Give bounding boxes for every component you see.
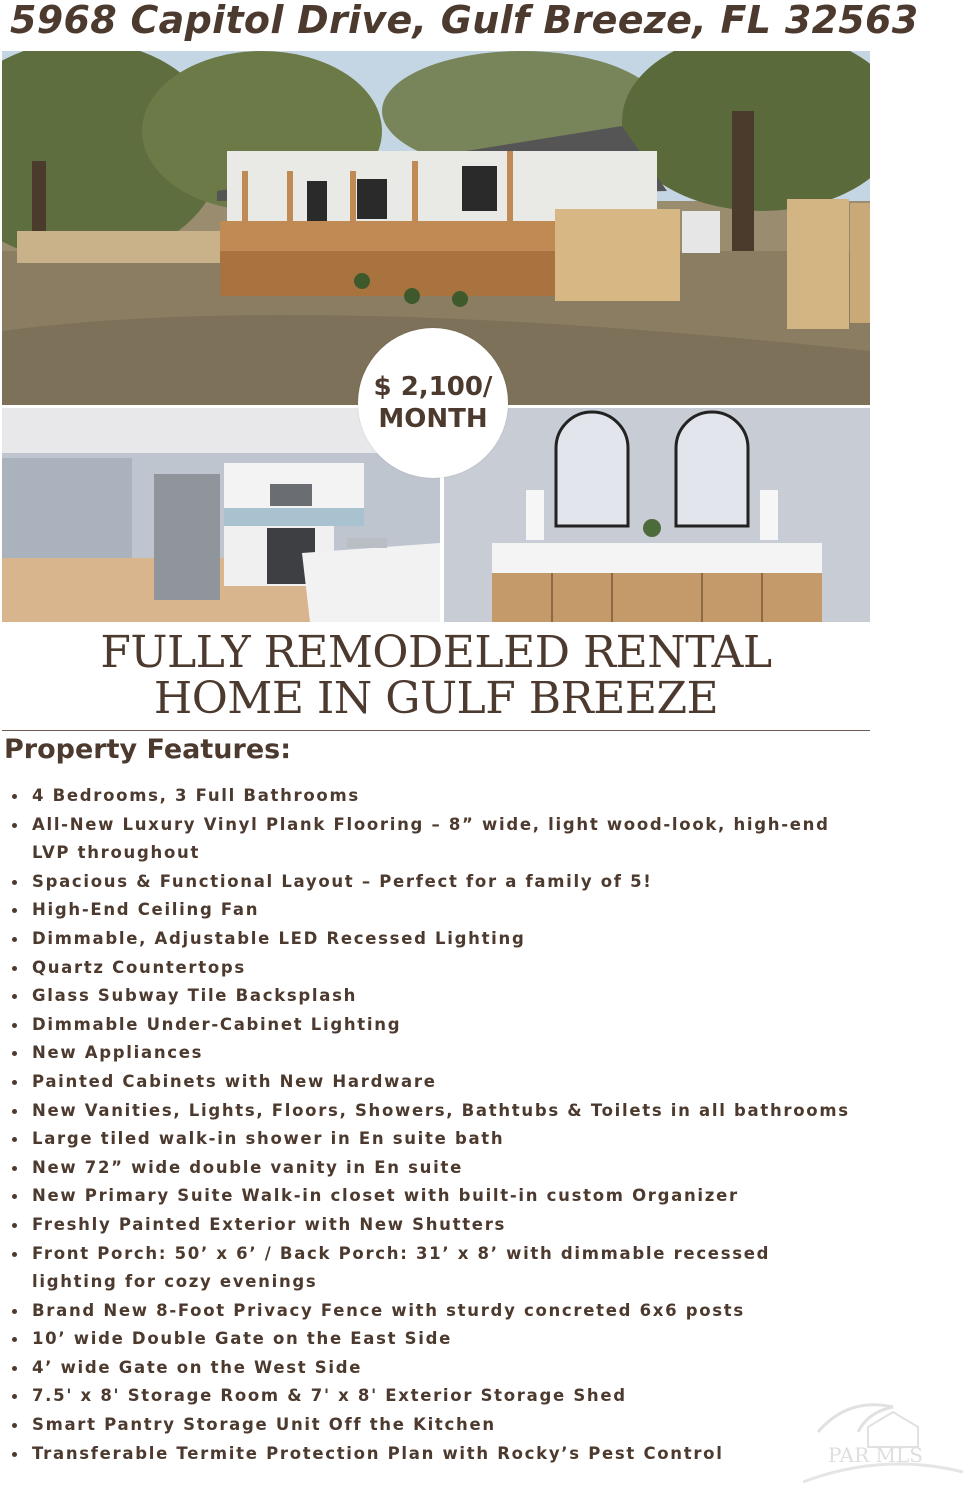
feature-item: Freshly Painted Exterior with New Shutters [8,1211,858,1240]
features-list [8,782,858,1468]
feature-item: Glass Subway Tile Backsplash [8,982,858,1011]
section-divider [2,730,870,731]
feature-item: 10’ wide Double Gate on the East Side [8,1325,858,1354]
feature-item: Front Porch: 50’ x 6’ / Back Porch: 31’ x 8’ with dimmable recessed lighting for cozy evenings [8,1240,858,1297]
feature-item: Large tiled walk-in shower in En suite bath [8,1125,858,1154]
feature-item: Quartz Countertops [8,954,858,983]
watermark-text: PAR MLS [828,1443,923,1467]
feature-item: All-New Luxury Vinyl Plank Flooring – 8” wide, light wood-look, high-end LVP throughout [8,811,858,868]
listing-headline [2,627,870,724]
feature-item: 4 Bedrooms, 3 Full Bathrooms [8,782,858,811]
feature-item: Painted Cabinets with New Hardware [8,1068,858,1097]
price-badge [358,328,508,478]
price-period: MONTH [378,404,488,434]
feature-item: New Vanities, Lights, Floors, Showers, Bathtubs & Toilets in all bathrooms [8,1097,858,1126]
feature-item: 7.5' x 8' Storage Room & 7' x 8' Exterior Storage Shed [8,1382,858,1411]
headline-line-2: HOME IN GULF BREEZE [153,673,719,724]
mls-watermark-logo [798,1392,968,1492]
feature-item: High-End Ceiling Fan [8,896,858,925]
price-amount: $ 2,100/ [373,372,493,402]
feature-item: New 72” wide double vanity in En suite [8,1154,858,1183]
feature-item: Dimmable Under-Cabinet Lighting [8,1011,858,1040]
feature-item: Transferable Termite Protection Plan with Rocky’s Pest Control [8,1440,858,1469]
headline-line-1: FULLY REMODELED RENTAL [100,627,772,678]
feature-item: New Appliances [8,1039,858,1068]
feature-item: Spacious & Functional Layout – Perfect for a family of 5! [8,868,858,897]
feature-item: Smart Pantry Storage Unit Off the Kitchen [8,1411,858,1440]
listing-address: 5968 Capitol Drive, Gulf Breeze, FL 32563 [10,0,919,42]
feature-item: New Primary Suite Walk-in closet with built-in custom Organizer [8,1182,858,1211]
feature-item: Dimmable, Adjustable LED Recessed Lighting [8,925,858,954]
features-title: Property Features: [4,734,292,765]
feature-item: Brand New 8-Foot Privacy Fence with sturdy concreted 6x6 posts [8,1297,858,1326]
bathroom-photo [444,408,870,622]
feature-item: 4’ wide Gate on the West Side [8,1354,858,1383]
